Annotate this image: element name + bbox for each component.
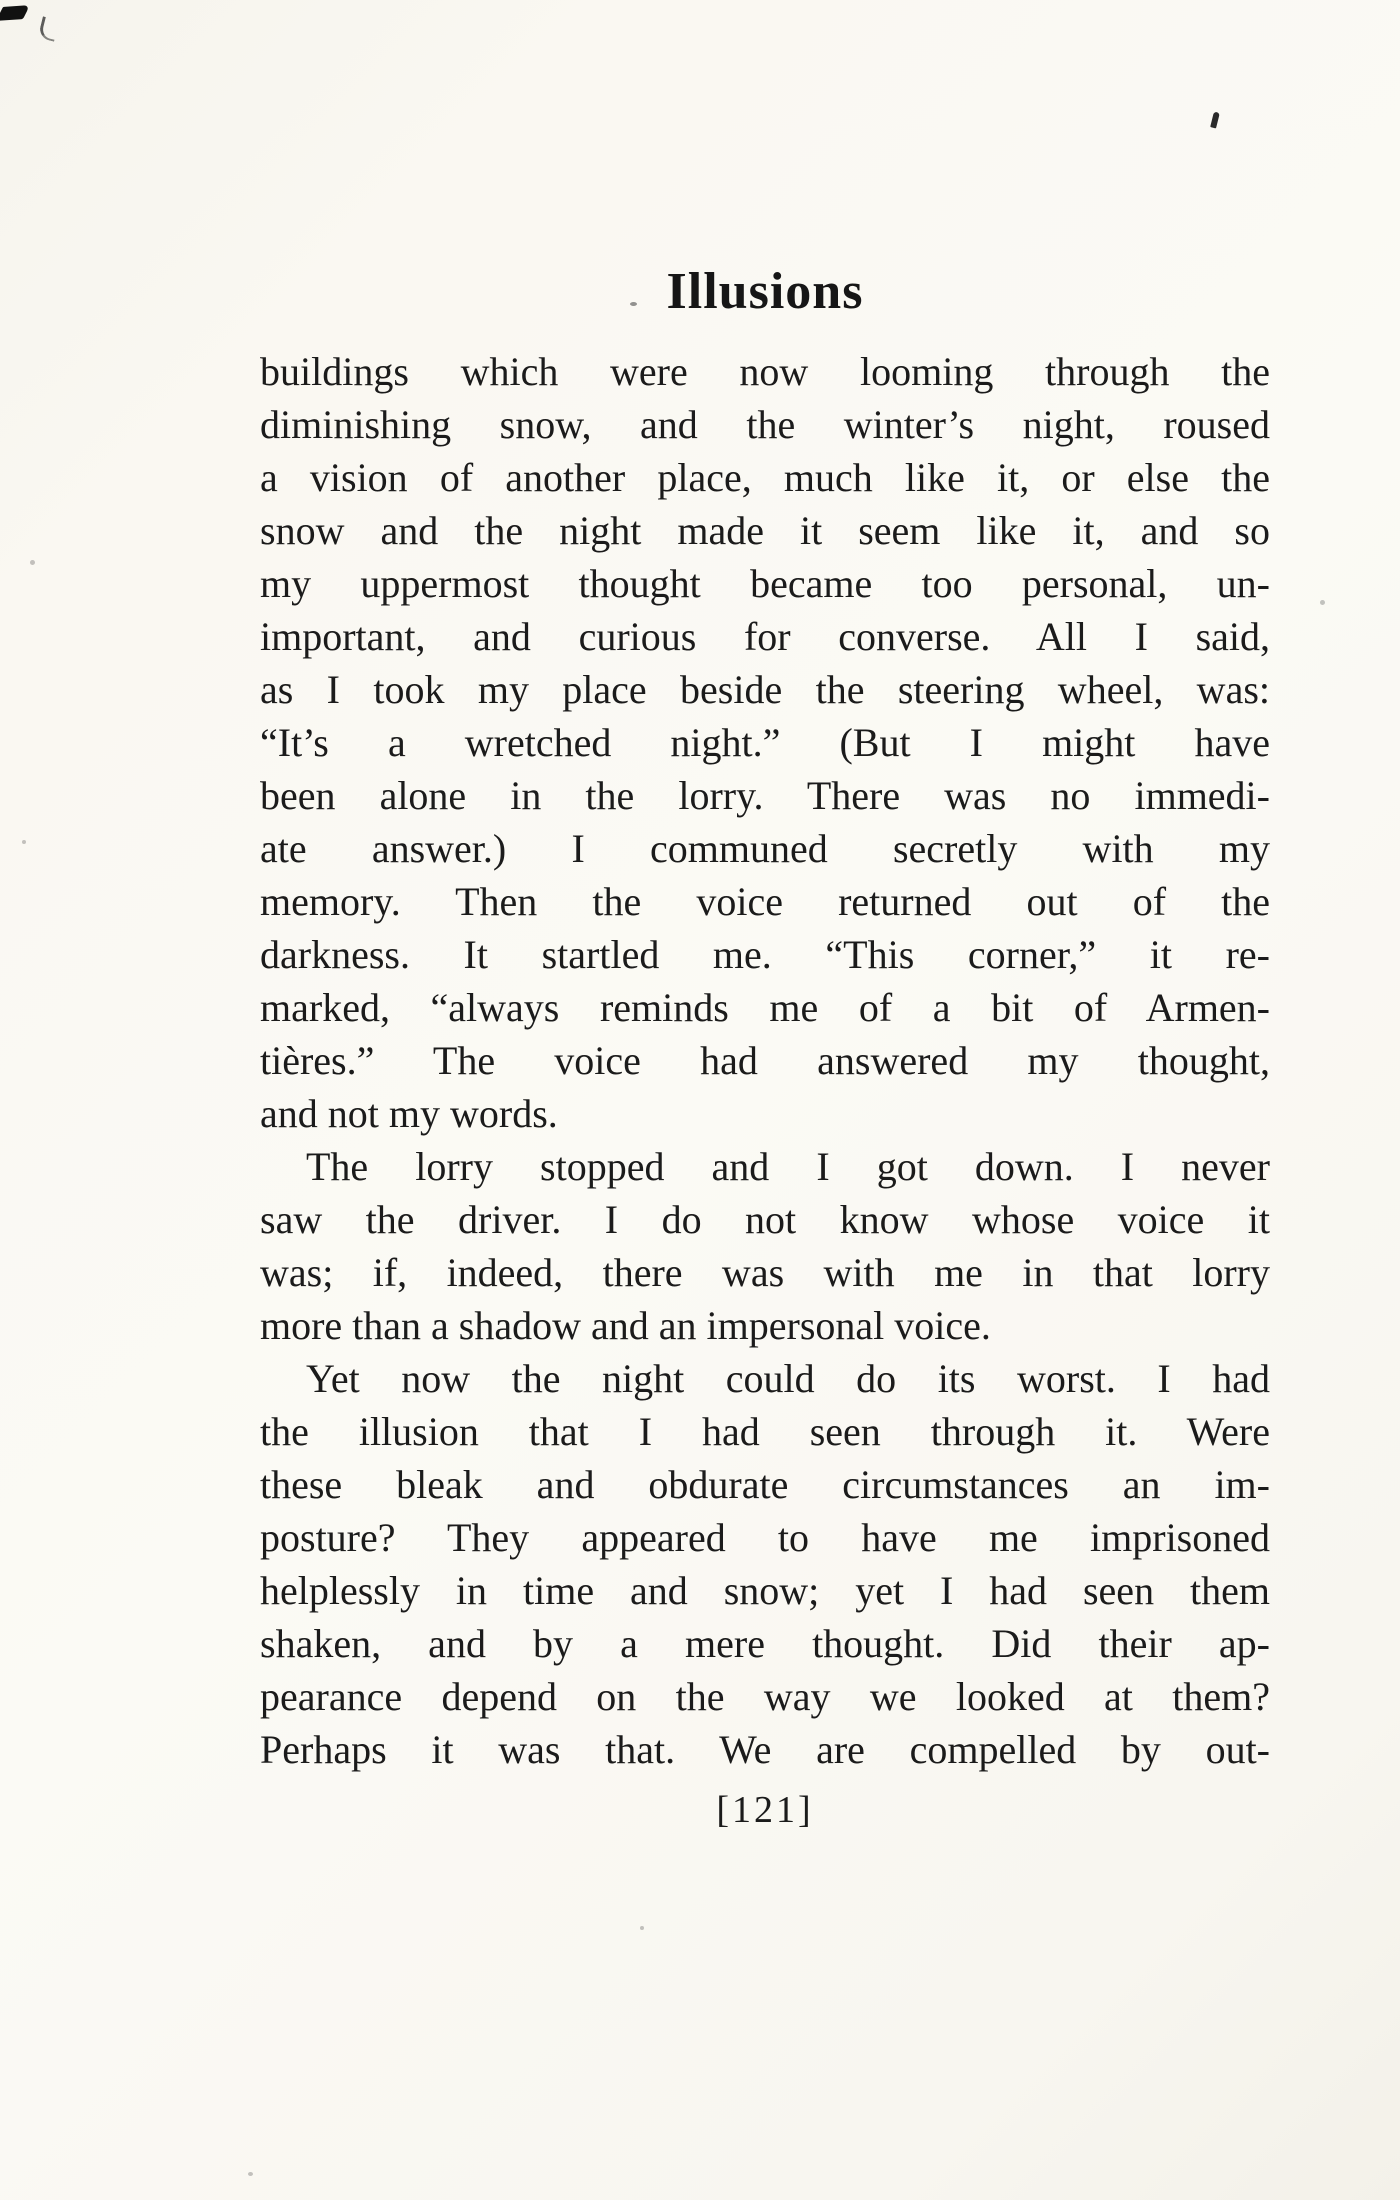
scan-speck	[1320, 600, 1325, 605]
text-line: snow and the night made it seem like it, and so	[260, 508, 1270, 553]
text-line: these bleak and obdurate circumstances an im-	[260, 1462, 1270, 1507]
text-line: The lorry stopped and I got down. I never	[306, 1144, 1270, 1189]
text-line: ate answer.) I communed secretly with my	[260, 826, 1270, 871]
text-line: Yet now the night could do its worst. I had	[306, 1356, 1270, 1401]
scan-speck	[30, 560, 35, 565]
text-line: been alone in the lorry. There was no immedi-	[260, 773, 1270, 818]
text-line: saw the driver. I do not know whose voice it	[260, 1197, 1270, 1242]
page-number: [121]	[716, 1789, 814, 1831]
text-line: more than a shadow and an impersonal voice.	[260, 1303, 991, 1348]
text-body	[260, 345, 1270, 1776]
text-line: diminishing snow, and the winter’s night, roused	[260, 402, 1270, 447]
paragraph	[260, 1352, 1270, 1776]
text-line: my uppermost thought became too personal, un-	[260, 561, 1270, 606]
text-line: buildings which were now looming through the	[260, 349, 1270, 394]
text-line: Perhaps it was that. We are compelled by out-	[260, 1727, 1270, 1772]
paragraph	[260, 345, 1270, 1140]
text-line: tières.” The voice had answered my thought,	[260, 1038, 1270, 1083]
text-line: the illusion that I had seen through it. Were	[260, 1409, 1270, 1454]
text-line: a vision of another place, much like it, or else the	[260, 455, 1270, 500]
text-line: posture? They appeared to have me imprisoned	[260, 1515, 1270, 1560]
text-line: helplessly in time and snow; yet I had seen them	[260, 1568, 1270, 1613]
text-line: “It’s a wretched night.” (But I might have	[260, 720, 1270, 765]
text-line: was; if, indeed, there was with me in that lorry	[260, 1250, 1270, 1295]
scan-artifact-tick	[1210, 112, 1220, 129]
page-title: Illusions	[666, 263, 864, 320]
text-line: and not my words.	[260, 1091, 558, 1136]
scan-speck	[248, 2172, 253, 2176]
scan-speck	[22, 840, 26, 844]
text-line: as I took my place beside the steering wheel, was:	[260, 667, 1270, 712]
text-line: shaken, and by a mere thought. Did their ap-	[260, 1621, 1270, 1666]
scan-speck	[640, 1926, 644, 1930]
text-line: memory. Then the voice returned out of the	[260, 879, 1270, 924]
scan-artifact-corner-mark	[0, 5, 30, 21]
text-line: marked, “always reminds me of a bit of Armen-	[260, 985, 1270, 1030]
text-line: important, and curious for converse. All I said,	[260, 614, 1270, 659]
scan-artifact-squiggle	[38, 16, 60, 41]
text-line: darkness. It startled me. “This corner,” it re-	[260, 932, 1270, 977]
text-line: pearance depend on the way we looked at them?	[260, 1674, 1270, 1719]
paragraph	[260, 1140, 1270, 1352]
